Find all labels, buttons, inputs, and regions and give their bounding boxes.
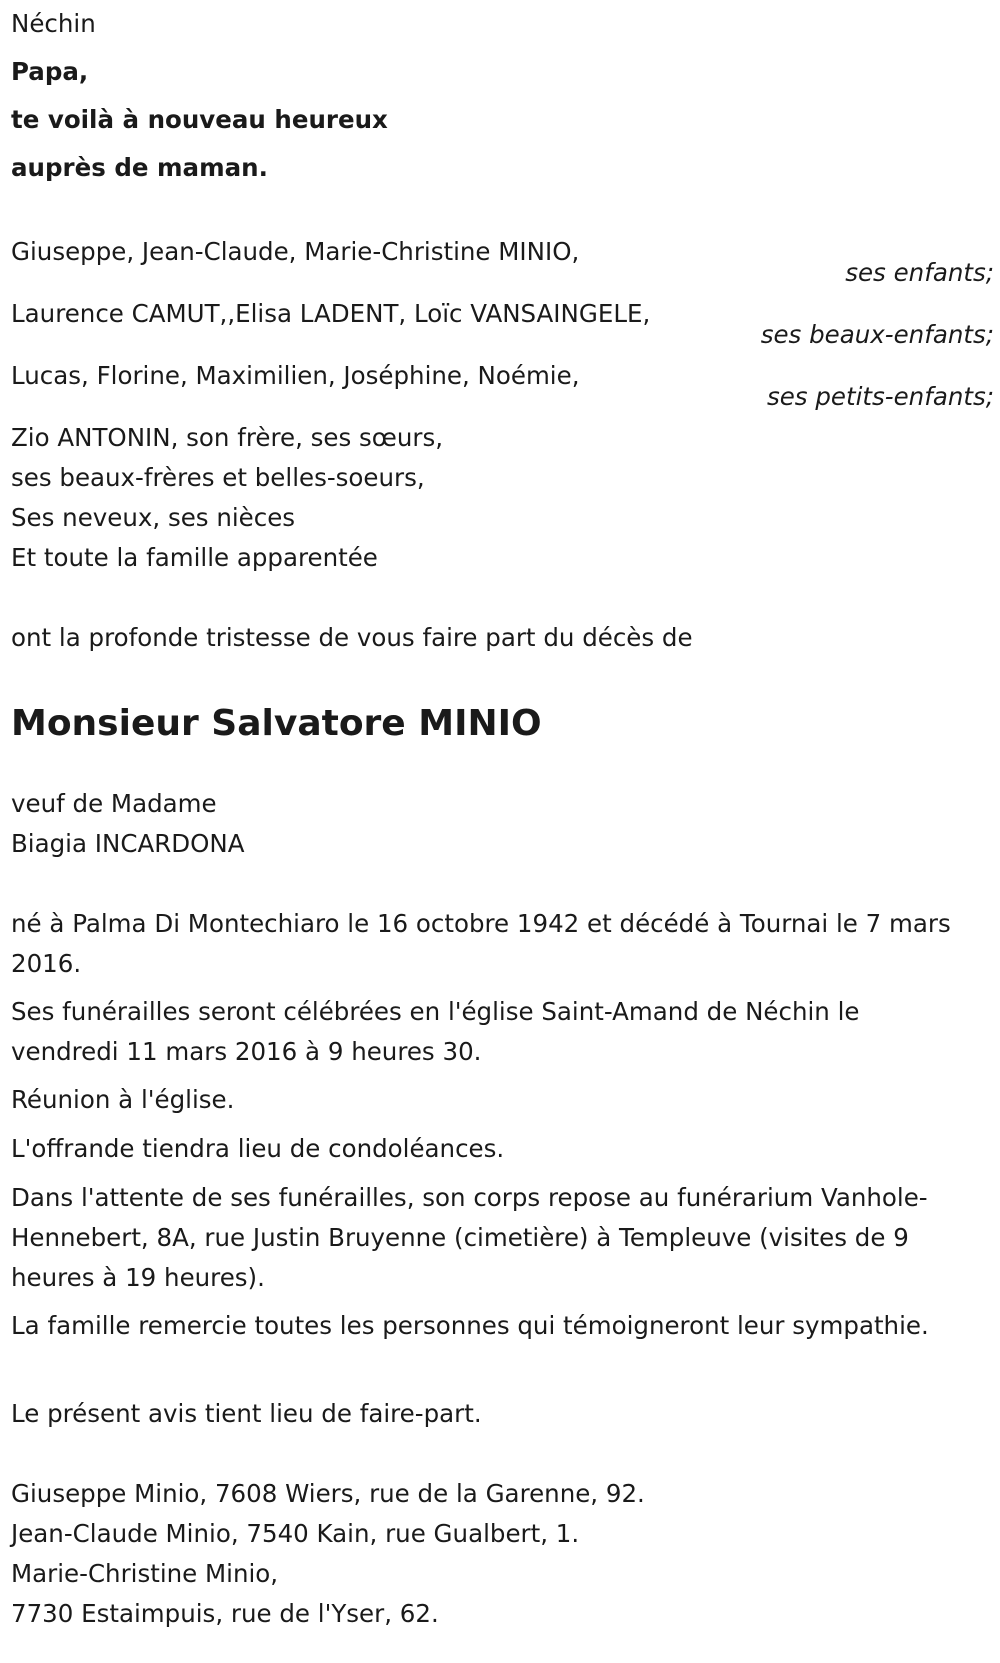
epigraph-line: Papa, xyxy=(11,57,89,86)
family-grandchildren-names: Lucas, Florine, Maximilien, Joséphine, Noémie, xyxy=(11,361,580,390)
epigraph-line: te voilà à nouveau heureux xyxy=(11,105,388,134)
birth-death-details: né à Palma Di Montechiaro le 16 octobre 1942 et décédé à Tournai le 7 mars 2016. xyxy=(11,909,951,978)
relatives-line: Et toute la famille apparentée xyxy=(11,543,378,572)
address-line: 7730 Estaimpuis, rue de l'Yser, 62. xyxy=(11,1599,439,1628)
address-line: Marie-Christine Minio, xyxy=(11,1559,279,1588)
offering-details: L'offrande tiendra lieu de condoléances. xyxy=(11,1134,505,1163)
relatives-line: Ses neveux, ses nièces xyxy=(11,503,296,532)
family-grandchildren-role: ses petits-enfants; xyxy=(766,382,994,411)
family-in-laws-role: ses beaux-enfants; xyxy=(760,320,994,349)
relatives-line: ses beaux-frères et belles-soeurs, xyxy=(11,463,425,492)
notice-details: Le présent avis tient lieu de faire-part. xyxy=(11,1399,482,1428)
thanks-details: La famille remercie toutes les personnes qui témoigneront leur sympathie. xyxy=(11,1311,929,1340)
widower-line: Biagia INCARDONA xyxy=(11,829,245,858)
family-children-names: Giuseppe, Jean-Claude, Marie-Christine MINIO, xyxy=(11,237,580,266)
family-children-role: ses enfants; xyxy=(845,258,994,287)
funeral-details: Ses funérailles seront célébrées en l'église Saint-Amand de Néchin le vendredi 11 mars 2016 à 9 heures 30. xyxy=(11,997,860,1066)
meeting-details: Réunion à l'église. xyxy=(11,1085,235,1114)
funerarium-details: Dans l'attente de ses funérailles, son corps repose au funérarium Vanhole-Hennebert, 8A, rue Justin Bruyenne (cimetière) à Templeuve (visites de 9 heures à 19 heures). xyxy=(11,1183,928,1292)
epigraph-line: auprès de maman. xyxy=(11,153,268,182)
address-line: Giuseppe Minio, 7608 Wiers, rue de la Garenne, 92. xyxy=(11,1479,645,1508)
deceased-name: Monsieur Salvatore MINIO xyxy=(11,703,542,744)
announcement: ont la profonde tristesse de vous faire part du décès de xyxy=(11,623,693,652)
location: Néchin xyxy=(11,9,96,38)
family-in-laws-names: Laurence CAMUT,,Elisa LADENT, Loïc VANSAINGELE, xyxy=(11,299,651,328)
address-line: Jean-Claude Minio, 7540 Kain, rue Gualbert, 1. xyxy=(11,1519,580,1548)
relatives-line: Zio ANTONIN, son frère, ses sœurs, xyxy=(11,423,444,452)
widower-line: veuf de Madame xyxy=(11,789,217,818)
